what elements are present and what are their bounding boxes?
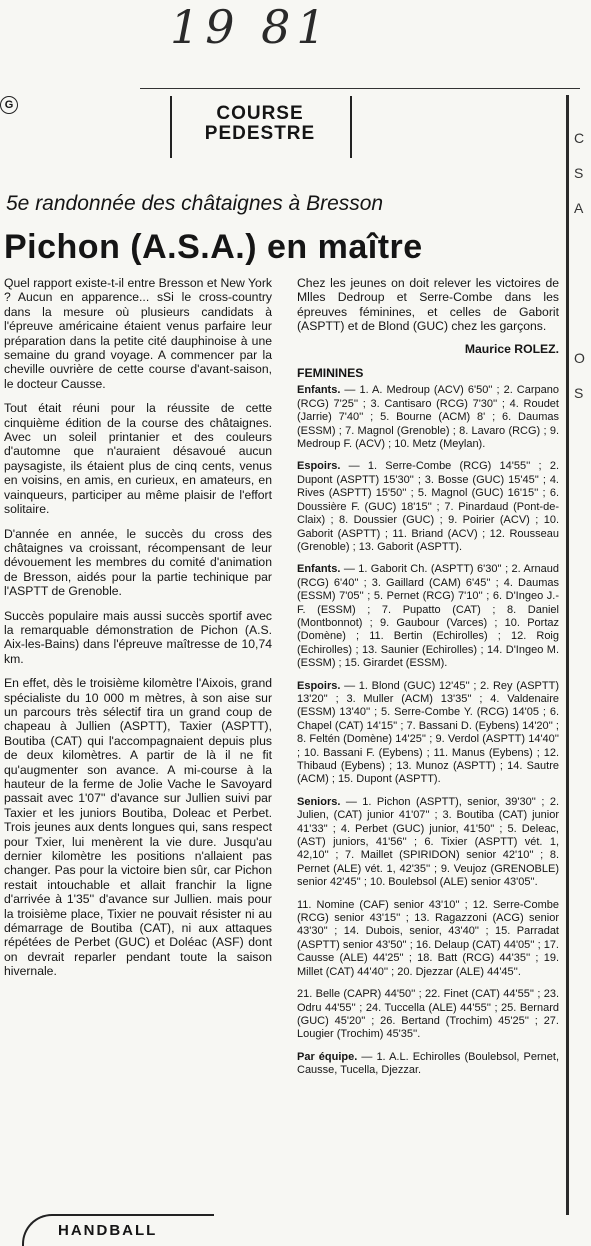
rubric-line-2: PEDESTRE — [204, 123, 316, 144]
article-body-right — [297, 276, 559, 1087]
results-label: Par équipe. — [297, 1050, 358, 1063]
results-text: — 1. Serre-Combe (RCG) 14'55'' ; 2. Dupont (ASPTT) 15'30'' ; 3. Bosse (GUC) 15'45'' ; 4. Rives (ASPTT) 15'50'' ; 5. Magnol (GUC) 16'15'' ; 6. Doussière F. (GUC) 18'15'' ; 7. Pinardaud (Pont-de-Claix) ; 8. Doussier (GUC) ; 9. Poirier (ACV) ; 10. Gaborit (ASPTT) ; 11. Briand (ACV) ; 12. Rousseau (Grenoble) ; 13. Gaborit (ASPTT). — [297, 460, 559, 553]
results-block — [297, 1051, 559, 1078]
side-letter: S — [574, 385, 584, 401]
results-label: Espoirs. — [297, 460, 341, 473]
column-divider — [566, 95, 569, 1215]
article-paragraph: Quel rapport existe-t-il entre Bresson et New York ? Aucun en apparence... sSi le cross-country dans la mesure où plusieurs candidats à l'épreuve américaine étaient venus parfaire leur préparation dans la petite cité dauphinoise à une semaine du grand voyage. A commencer par la cheville ouvrière de cette course d'avant-saison, le docteur Causse. — [4, 276, 272, 391]
article-paragraph: Chez les jeunes on doit relever les victoires de Mlles Dedroup et Serre-Combe dans les épreuves féminines, et celles de Gaborit (ASPTT) et de Blond (GUC) chez les garçons. — [297, 276, 559, 334]
handwritten-year: 19 81 — [170, 0, 332, 54]
results-text: — 1. A. Medroup (ACV) 6'50'' ; 2. Carpano (RCG) 7'25'' ; 3. Cantisaro (RCG) 7'30'' ; 4. Roudet (Jarrie) 7'40'' ; 5. Bourne (ACM) 8' ; 6. Daumas (ESSM) ; 7. Magnol (Grenoble) ; 8. Lavaro (RCG) ; 9. Medroup F. (ACV) ; 10. Metz (Meylan). — [297, 384, 559, 451]
side-letter: A — [574, 200, 584, 216]
author-signature: Maurice ROLEZ. — [464, 341, 559, 356]
results-text: — 1. Gaborit Ch. (ASPTT) 6'30'' ; 2. Arnaud (RCG) 6'40'' ; 3. Gaillard (CAM) 6'45'' ; 4. Daumas (ESSM) 7'05'' ; 5. Pernet (RCG) 7'10'' ; 6. D'Ingeo J.-F. (ESSM) ; 7. Pupatto (CAT) ; 8. Daniel (Montbonnot) ; 9. Gaubour (Varces) ; 10. Portaz (Domène) ; 11. Bertin (Echirolles) ; 12. Roig (Echirolles) ; 13. Saunier (Echirolles) ; 14. D'Ingeo M. (ESSM) ; 15. Girardet (ESSM). — [297, 563, 559, 670]
section-rubric — [185, 104, 335, 144]
results-text: — 1. Blond (GUC) 12'45'' ; 2. Rey (ASPTT) 13'20'' ; 3. Muller (ACM) 13'35'' ; 4. Valdenaire (ESSM) 13'40'' ; 5. Serre-Combe Y. (RCG) 14'05 ; 6. Chapel (CAT) 14'15'' ; 7. Bassani D. (Eybens) 14'20'' ; 8. Feltén (Domène) 14'25'' ; 9. Verdol (ASPTT) 14'40'' ; 10. Bassani F. (Eybens) ; 11. Manus (Eybens) ; 12. Thibaud (Eybens) ; 13. Munoz (ASPTT) ; 14. Sautre (ACM) ; 15. Dupont (ASPTT). — [297, 679, 559, 786]
article-body-left — [4, 276, 272, 989]
results-text: 21. Belle (CAPR) 44'50'' ; 22. Finet (CAT) 44'55'' ; 23. Odru 44'55'' ; 24. Tuccella (ALE) 44'55'' ; 25. Bernard (GUC) 45'20'' ; 26. Bertand (Trochim) 45'25'' ; 27. Lougier (Trochim) 45'35''. — [297, 988, 559, 1041]
results-block — [297, 796, 559, 890]
article-headline: Pichon (A.S.A.) en maître — [4, 228, 423, 266]
side-letter: S — [574, 165, 584, 181]
results-text: — 1. Pichon (ASPTT), senior, 39'30'' ; 2. Julien, (CAT) junior 41'07'' ; 3. Boutiba (CAT) junior 41'33'' ; 4. Perbet (GUC) junior, 41'50'' ; 5. Deleac, (AST) juniors, 41'56'' ; 6. Tixier (ASPTT) vét. 1, 42,10'' ; 7. Maillet (SPIRIDON) senior 42'10'' ; 8. Pernet (ALE) vét. 1, 42'35'' ; 9. Veujoz (GRENOBLE) senior 42'45'' ; 10. Boulebsol (ALE) senior 43'05''. — [297, 795, 559, 889]
results-label: Seniors. — [297, 795, 341, 808]
rubric-line-1: COURSE — [216, 103, 304, 124]
results-text: 11. Nomine (CAF) senior 43'10'' ; 12. Serre-Combe (RCG) senior 43'15'' ; 13. Ragazzoni (ACG) senior 43'30'' ; 14. Dubois, senior, 43'40'' ; 15. Parradat (ASPTT) senior 43'50'' ; 16. Delaup (CAT) 44'05'' ; 17. Causse (ALE) 44'25'' ; 18. Batt (RCG) 44'35'' ; 19. Millet (CAT) 44'40'' ; 20. Djezzar (ALE) 44'45''. — [297, 898, 559, 978]
results-text: — 1. A.L. Echirolles (Boulebsol, Pernet, Causse, Tucella, Djezzar. — [297, 1050, 560, 1077]
article-paragraph: En effet, dès le troisième kilomètre l'Aixois, grand spécialiste du 10 000 m mètres, à son aise sur un parcours très sélectif tira un grand coup de chapeau à Jullien (ASPTT), Taxier (ASPTT), Boutiba (CAT) qui l'accompagnaient depuis plus de deux kilomètres. A partir de là il ne fit qu'augmenter son avance. A mi-course à la hauteur de la ferme de Jolie Vache le Savoyard passait avec 1'07'' d'avance sur Jullien suivi par Taxier et les juniors Boutiba, Doleac et Perbet. Trois jeunes aux dents longues qui, sans respect pour Txier, lui menèrent la vie dure. Jusqu'au dernier kilomètre les positions n'allaient pas changer. Pas pour la victoire bien sûr, car Pichon restait intouchable et allait franchir la ligne d'arrivée à 1'35'' d'avance sur Jullien. mais pour la troisième place, Tixier ne pouvait résister ni au démarrage de Boutiba (CAT), ni aux attaques répétées de Perbet (GUC) et Doléac (ASF) dont on devrait reparler pendant toute la saison hivernale. — [4, 676, 272, 979]
results-block — [297, 460, 559, 554]
results-block — [297, 899, 559, 979]
article-paragraph: Succès populaire mais aussi succès sportif avec la remarquable démonstration de Pichon (A.S. Aix-les-Bains) dans l'épreuve maîtresse de 10,74 km. — [4, 608, 272, 666]
side-letter: O — [574, 350, 585, 366]
results-block — [297, 563, 559, 670]
results-block — [297, 680, 559, 787]
side-letter: C — [574, 130, 585, 146]
results-section-title: FEMININES — [297, 366, 364, 381]
edition-marker: G — [0, 96, 18, 114]
article-paragraph: D'année en année, le succès du cross des châtaignes va croissant, récompensant de leur dévouement les membres du comité d'animation de Bresson, aidés pour la partie techinique par l'ASPTT de Grenoble. — [4, 526, 272, 599]
top-rule — [140, 88, 580, 89]
article-paragraph: Tout était réuni pour la réussite de cette cinquième édition de la course des châtaignes. Avec un soleil printanier et des couleurs d'automne que n'auraient désavoué aucun paysagiste, ils étaient plus de cinq cents, venus en voisins, en amis, en curieux, en amateurs, en vainqueurs, participer au même plaisir de l'effort solitaire. — [4, 401, 272, 517]
article-subtitle: 5e randonnée des châtaignes à Bresson — [6, 192, 384, 215]
results-label: Espoirs. — [297, 679, 341, 692]
results-block — [297, 988, 559, 1042]
next-article-heading: HANDBALL — [58, 1222, 158, 1239]
results-label: Enfants. — [297, 563, 341, 576]
results-label: Enfants. — [297, 384, 341, 397]
results-block — [297, 384, 559, 451]
